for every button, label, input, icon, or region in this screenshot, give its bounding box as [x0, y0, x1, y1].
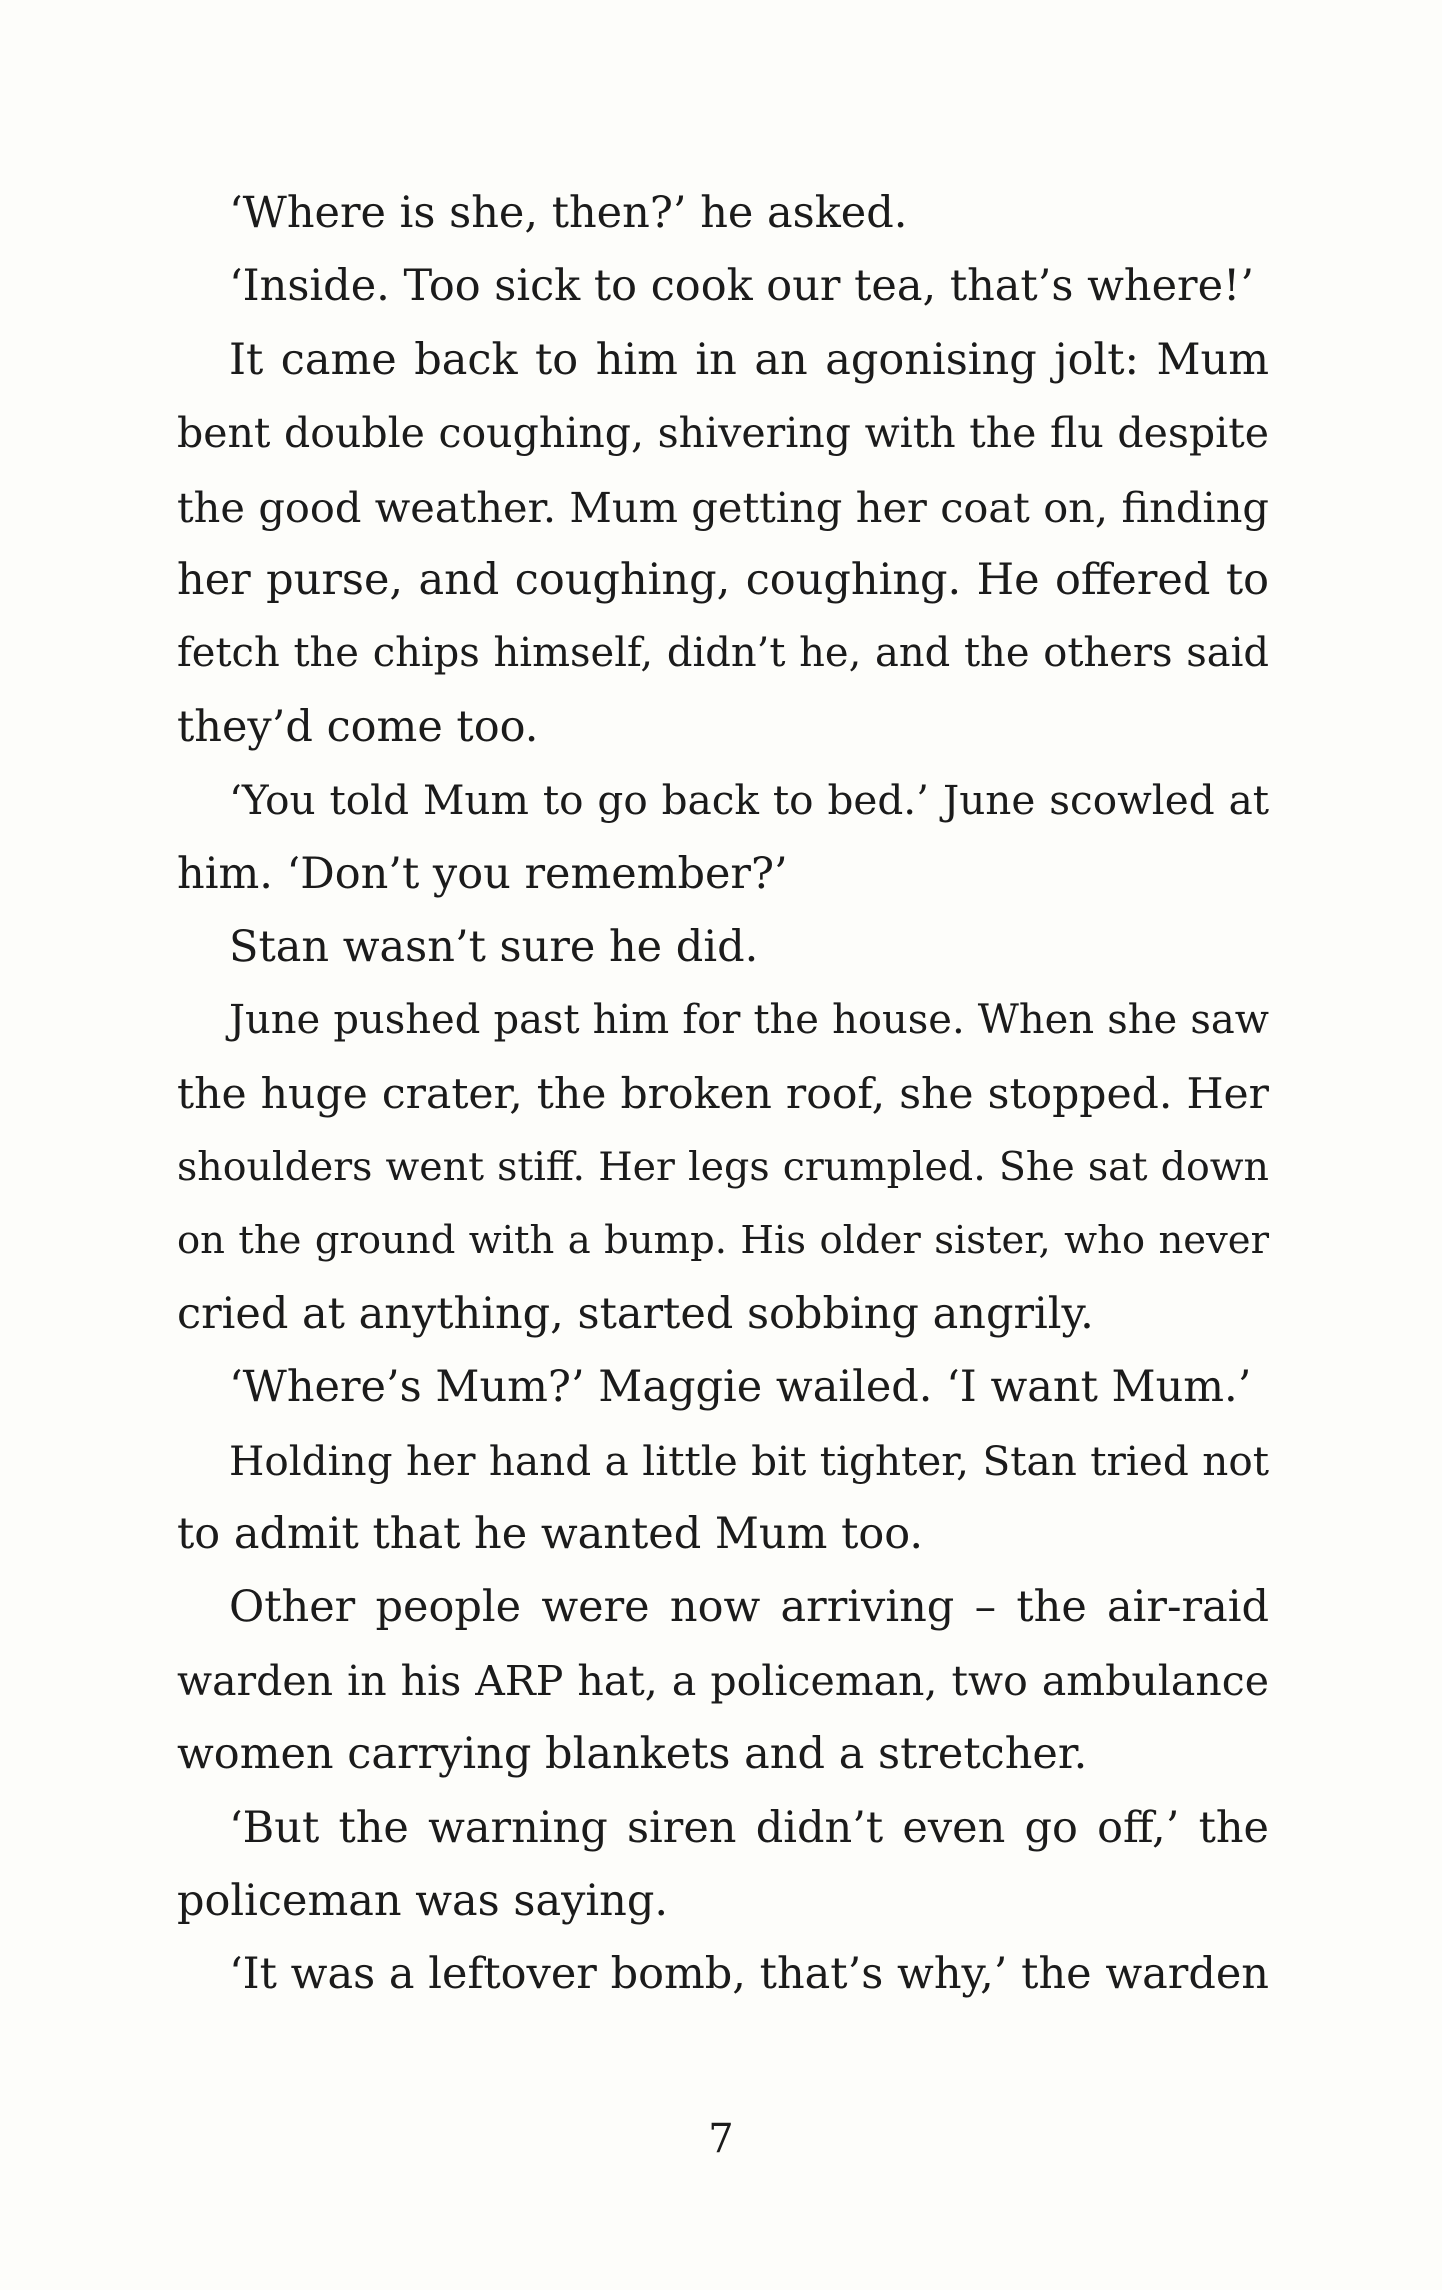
text-line: on the ground with a bump. His older sister, who never [177, 1218, 1269, 1264]
text-line: her purse, and coughing, coughing. He offered to [177, 554, 1269, 605]
text-line: ‘But the warning siren didn’t even go off,’ the [229, 1802, 1269, 1853]
text-line: Holding her hand a little bit tighter, Stan tried not [229, 1436, 1269, 1485]
text-line: ‘You told Mum to go back to bed.’ June scowled at [229, 776, 1269, 825]
text-line: ‘Where is she, then?’ he asked. [229, 188, 908, 238]
text-line: the good weather. Mum getting her coat on, finding [177, 482, 1269, 532]
text-line: Other people were now arriving – the air-raid [229, 1582, 1269, 1633]
text-line: ‘Inside. Too sick to cook our tea, that’s where!’ [229, 261, 1255, 312]
text-line: ‘Where’s Mum?’ Maggie wailed. ‘I want Mum.’ [229, 1362, 1252, 1413]
text-line: fetch the chips himself, didn’t he, and the others said [177, 630, 1269, 677]
text-line: It came back to him in an agonising jolt: Mum [229, 334, 1269, 385]
text-line: women carrying blankets and a stretcher. [177, 1729, 1088, 1780]
text-line: him. ‘Don’t you remember?’ [177, 848, 788, 899]
text-line: they’d come too. [177, 701, 539, 752]
text-line: warden in his ARP hat, a policeman, two ambulance [177, 1656, 1269, 1705]
text-line: policeman was saying. [177, 1875, 669, 1926]
page-number: 7 [708, 2116, 734, 2162]
body-text [177, 177, 1269, 2012]
text-line: Stan wasn’t sure he did. [229, 921, 759, 972]
text-line: shoulders went stiff. Her legs crumpled. She sat down [177, 1144, 1269, 1191]
text-line: cried at anything, started sobbing angrily. [177, 1288, 1094, 1339]
text-line: the huge crater, the broken roof, she stopped. Her [177, 1069, 1269, 1119]
text-line: ‘It was a leftover bomb, that’s why,’ the warden [229, 1949, 1269, 2000]
text-line: June pushed past him for the house. When she saw [229, 997, 1269, 1044]
text-line: bent double coughing, shivering with the flu despite [177, 409, 1269, 458]
text-line: to admit that he wanted Mum too. [177, 1509, 924, 1560]
